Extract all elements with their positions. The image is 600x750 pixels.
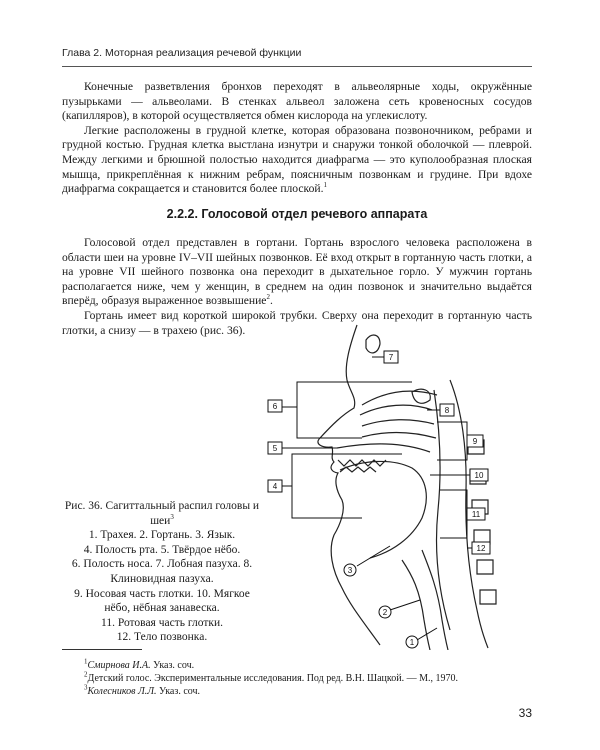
footnote-mark: 3 bbox=[84, 683, 88, 692]
leader-11 bbox=[440, 490, 467, 538]
page-number: 33 bbox=[518, 706, 532, 720]
paragraph-larynx: Гортань имеет вид короткой широкой трубки. Сверху она переходит в гортанную часть глотки, а снизу — в трахею (рис. 36). bbox=[62, 308, 532, 337]
footnote-author: Колесников Л.Л. bbox=[87, 685, 157, 697]
footnote-mark: 1 bbox=[84, 657, 88, 666]
leader-3 bbox=[357, 546, 390, 566]
running-header: Глава 2. Моторная реализация речевой функции bbox=[62, 47, 302, 59]
hard-palate bbox=[337, 444, 430, 452]
header-rule bbox=[62, 66, 532, 67]
figure-caption bbox=[62, 499, 262, 645]
footnote-3 bbox=[84, 683, 534, 699]
intro-text bbox=[62, 80, 532, 197]
footnotes bbox=[84, 657, 534, 698]
footnote-text: Указ. соч. bbox=[156, 685, 201, 697]
figure-label-5: 5 bbox=[272, 444, 278, 453]
sagittal-section-figure bbox=[262, 320, 532, 650]
paragraph-alveoli: Конечные разветвления бронхов переходят в альвеолярные ходы, окружённые пузырьками — альвеолами. В стенках альвеол заложена сеть кровеносных сосудов (капилляров), в которой осуществляется обмен кислорода на углекислоту. bbox=[62, 80, 532, 123]
figure-label-3: 3 bbox=[347, 566, 353, 575]
frontal-sinus bbox=[366, 335, 380, 353]
caption-line: 1. Трахея. 2. Гортань. 3. Язык. bbox=[88, 529, 236, 542]
tongue bbox=[340, 461, 426, 558]
footnote-2 bbox=[84, 670, 534, 686]
footnote-mark: 2 bbox=[84, 670, 88, 679]
section-title: 2.2.2. Голосовой отдел речевого аппарата bbox=[166, 207, 428, 221]
figure-label-11: 11 bbox=[471, 510, 481, 519]
figure-label-6: 6 bbox=[272, 402, 278, 411]
leader-2 bbox=[390, 600, 420, 610]
footnote-text: Детский голос. Экспериментальные исследования. Под ред. В.Н. Шацкой. — М., 1970. bbox=[87, 672, 458, 684]
footnote-text: Указ. соч. bbox=[150, 660, 195, 671]
head-profile-outline bbox=[318, 325, 380, 645]
footnote-ref-1: 1 bbox=[323, 181, 327, 190]
paragraph-voice-text: Голосовой отдел представлен в гортани. Гортань взрослого человека расположена в области шеи на уровне IV–VII шейных позвонков. Её вход открыт в гортанную часть глотки, а на уровне VII шейного позвонка она переходит в дыхательное горло. У мужчин гортань располагается ниже, чем у женщин, в среднем на один позвонок и значительно выдаётся вперёд, образуя выраженное возвышение bbox=[62, 236, 532, 308]
figure-label-10: 10 bbox=[474, 471, 484, 480]
caption-title-text: Рис. 36. Сагиттальный распил головы и шеи bbox=[64, 500, 260, 527]
footnote-ref-3: 3 bbox=[170, 512, 174, 521]
caption-title bbox=[62, 499, 262, 528]
footnote-rule bbox=[62, 649, 142, 650]
figure-label-1: 1 bbox=[409, 638, 415, 647]
caption-line: 9. Носовая часть глотки. 10. Мягкое нёбо, нёбная занавеска. bbox=[74, 587, 250, 615]
caption-line: 4. Полость рта. 5. Твёрдое нёбо. bbox=[83, 543, 241, 556]
figure-label-7: 7 bbox=[388, 353, 394, 362]
footnote-author: Смирнова И.А. bbox=[87, 660, 151, 671]
figure-label-8: 8 bbox=[444, 406, 450, 415]
figure-label-2: 2 bbox=[382, 608, 388, 617]
footnote-1 bbox=[84, 657, 534, 673]
paragraph-voice-section: Голосовой отдел представлен в гортани. Гортань взрослого человека расположена в области шеи на уровне IV–VII шейных позвонков. Её вход открыт в гортанную часть глотки, а на уровне VII шейного позвонка она переходит в дыхательное горло. У мужчин гортань располагается ниже, чем у женщин, в среднем на один позвонок и значительно выдаётся вперёд, образуя выраженное возвышение$^2$. bbox=[62, 236, 532, 308]
figure-label-12: 12 bbox=[476, 544, 486, 553]
caption-line: 12. Тело позвонка. bbox=[116, 631, 208, 644]
figure-label-4: 4 bbox=[272, 482, 278, 491]
paragraph-lungs-text: Легкие расположены в грудной клетке, которая образована позвоночником, ребрами и грудной костью. Грудная клетка выстлана изнутри и снаружи тонкой оболочкой — плеврой. Между легкими и брюшной полостью находится диафрагма — это куполообразная плоская мышца, прикреплённая к нижним ребрам, поясничным позвонкам и грудине. При вдохе диафрагма сокращается и становится более плоской bbox=[62, 123, 532, 196]
leader-6 bbox=[282, 382, 412, 438]
footnote-ref-2: 2 bbox=[266, 293, 270, 302]
figure-label-9: 9 bbox=[472, 437, 478, 446]
caption-line: 11. Ротовая часть глотки. bbox=[101, 616, 223, 629]
paragraph-lungs: Легкие расположены в грудной клетке, которая образована позвоночником, ребрами и грудной костью. Грудная клетка выстлана изнутри и снаружи тонкой оболочкой — плеврой. Между легкими и брюшной полостью находится диафрагма — это куполообразная плоская мышца, прикреплённая к нижним ребрам, поясничным позвонкам и грудине. При вдохе диафрагма сокращается и становится более плоской.$^1$ bbox=[62, 123, 532, 196]
caption-line: 6. Полость носа. 7. Лобная пазуха. 8. Клиновидная пазуха. bbox=[71, 558, 253, 585]
